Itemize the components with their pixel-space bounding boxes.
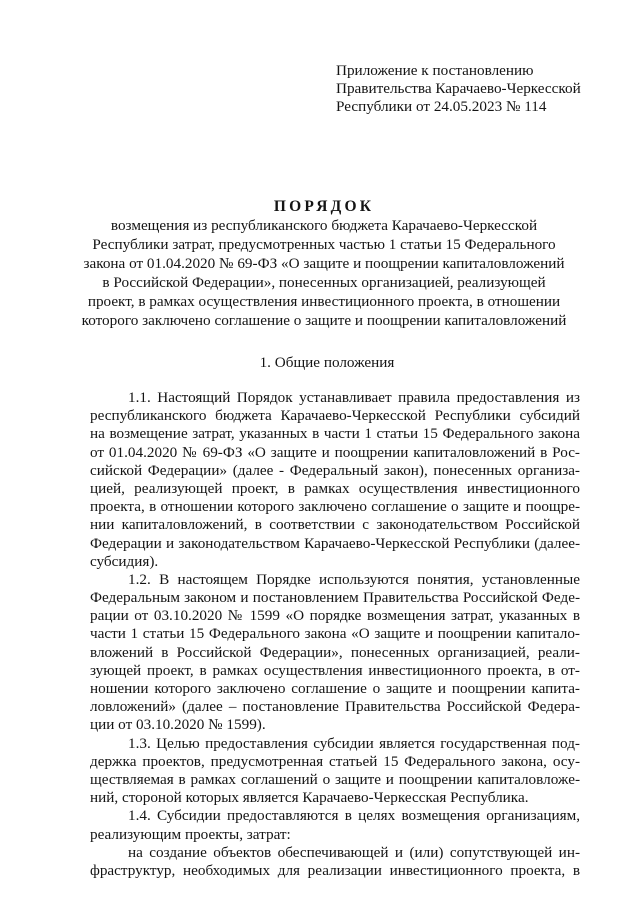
paragraph-1-4-item-line: фраструктур, необходимых для реализации инвестиционного проекта, в [90,861,580,879]
paragraph-1-1-line: 1.1. Настоящий Порядок устанавливает правила предоставления из [128,389,580,406]
document-title: ПОРЯДОК [273,198,375,215]
subtitle-line: проект, в рамках осуществления инвестиционного проекта, в отношении [87,293,561,310]
paragraph-1-2-line: вложений в Российской Федерации», понесенных организацией, реали- [90,643,580,661]
paragraph-1-4-item-line: на создание объектов обеспечивающей и (или) сопутствующей ин- [128,843,580,861]
paragraph-1-2-line: части 1 статьи 15 Федерального закона «О защите и поощрении капитало- [90,625,580,643]
subtitle-line: Республики затрат, предусмотренных частью 1 статьи 15 Федерального [92,236,556,253]
paragraph-1-1-line: субсидия). [90,552,159,570]
paragraph-1-2-line: зующей проект, в рамках осуществления инвестиционного проекта, в от- [90,661,580,679]
section-heading: 1. Общие положения [259,354,395,371]
subtitle-line: в Российской Федерации», понесенных организацией, реализующей [102,274,546,291]
paragraph-1-1-line: на возмещение затрат, указанных в части 1 статьи 15 Федерального закона [90,425,580,443]
paragraph-1-1-line: цией, реализующей проект, в рамках осуществления инвестиционного [90,479,580,497]
paragraph-1-1-line: сийской Федерации» (далее - Федеральный закон), понесенных организа- [90,461,580,479]
paragraph-1-2-line: Федеральным законом и постановлением Правительства Российской Феде- [90,589,580,607]
appendix-line: Республики от 24.05.2023 № 114 [336,98,547,115]
subtitle-line: возмещения из республиканского бюджета Карачаево-Черкесской [110,217,538,234]
paragraph-1-1-line: проекта, в отношении которого заключено соглашение о защите и поощре- [90,498,580,516]
paragraph-1-4-line: реализующим проекты, затрат: [90,825,291,843]
paragraph-1-1-line: Федерации и законодательством Карачаево-Черкесской Республики (далее- [90,534,580,552]
paragraph-1-1-line: от 01.04.2020 № 69-ФЗ «О защите и поощрении капиталовложений в Рос- [90,443,580,461]
appendix-line: Правительства Карачаево-Черкесской [336,80,581,97]
paragraph-1-3-line: ществляемая в рамках соглашений о защите и поощрении капиталовложе- [90,770,580,788]
paragraph-1-2-line: ции от 03.10.2020 № 1599). [90,716,266,734]
document-subtitle [40,216,608,330]
subtitle-line: закона от 01.04.2020 № 69-ФЗ «О защите и поощрении капиталовложений [83,255,565,272]
paragraph-1-4-line: 1.4. Субсидии предоставляются в целях возмещения организациям, [128,807,580,825]
paragraph-1-2-line: ношении которого заключено соглашение о защите и поощрении капита- [90,680,580,697]
appendix-line: Приложение к постановлению [336,62,534,79]
paragraph-1-2-line: ловложений» (далее – постановление Правительства Российской Федера- [90,698,580,716]
paragraph-1-3-line: 1.3. Целью предоставления субсидии является государственная под- [128,734,580,752]
paragraph-1-2-line: рации от 03.10.2020 № 1599 «О порядке возмещения затрат, указанных в [90,607,580,625]
paragraph-1-1-line: нии капиталовложений, в соответствии с законодательством Российской [90,516,580,534]
subtitle-line: которого заключено соглашение о защите и поощрении капиталовложений [81,312,567,329]
appendix-note [336,62,626,116]
body-text [90,389,580,880]
paragraph-1-3-line: ний, стороной которых является Карачаево-Черкесская Республика. [90,789,529,807]
paragraph-1-1-line: республиканского бюджета Карачаево-Черкесской Республики субсидий [90,407,580,425]
paragraph-1-2-line: 1.2. В настоящем Порядке используются понятия, установленные [128,570,580,588]
paragraph-1-3-line: держка проектов, предусмотренная статьей 15 Федерального закона, осу- [90,752,580,770]
